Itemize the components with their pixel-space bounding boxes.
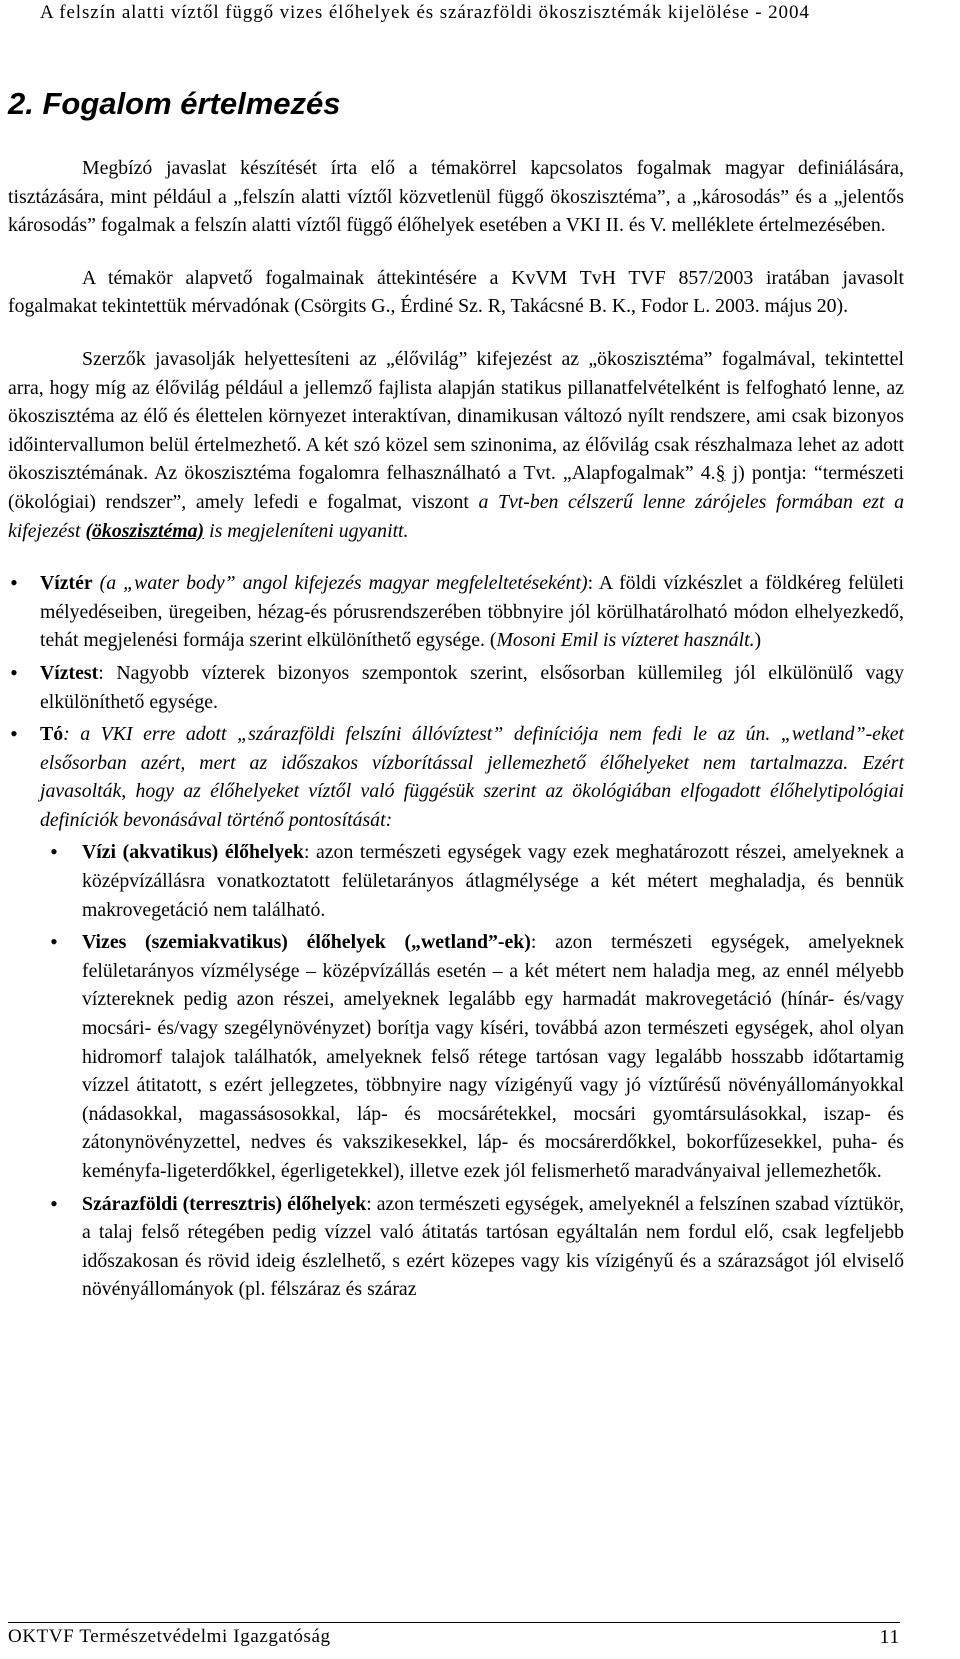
- paragraph-1: Megbízó javaslat készítését írta elő a témakörrel kapcsolatos fogalmak magyar definiálására, tisztázására, mint például a „felszín alatti víztől közvetlenül függő ökoszisztéma”, a „károsodás” és a „jelentős károsodás” fogalmak a felszín alatti víztől függő élőhelyek esetében a VKI II. és V. melléklete értelmezésében.: [8, 157, 904, 237]
- bullet-icon: •: [50, 839, 58, 865]
- definition-list: [8, 569, 904, 834]
- bullet-icon: •: [50, 1190, 58, 1216]
- sublist-item-szarazfoldi: [48, 1190, 904, 1304]
- term-to: Tó: [40, 723, 64, 746]
- footer-divider: [8, 1622, 900, 1623]
- bullet-icon: •: [10, 721, 18, 747]
- running-header: A felszín alatti víztől függő vizes élőhelyek és szárazföldi ökoszisztémák kijelölése - 2004: [40, 2, 810, 23]
- term-vizes: Vizes (szemiakvatikus) élőhelyek („wetland”-ek): [82, 931, 531, 954]
- term-vizi: Vízi (akvatikus) élőhelyek: [82, 841, 304, 864]
- term-szarazfoldi: Szárazföldi (terresztris) élőhelyek: [82, 1192, 367, 1215]
- bullet-icon: •: [10, 659, 18, 685]
- vizter-italic: Mosoni Emil is vízteret használt.: [496, 629, 755, 652]
- paragraph-3: [8, 345, 904, 545]
- sublist-item-vizes: [48, 928, 904, 1185]
- body-text: [8, 154, 904, 1308]
- list-item-vizter: [8, 569, 904, 655]
- page-footer: [8, 1626, 900, 1649]
- habitat-types-list: [48, 838, 904, 1304]
- section-heading: 2. Fogalom értelmezés: [8, 86, 341, 121]
- bullet-icon: •: [10, 570, 18, 596]
- list-item-viztest: [8, 659, 904, 716]
- vizter-note: (a „water body” angol kifejezés magyar megfeleltetéseként): [92, 572, 588, 595]
- paragraph-3-bold-italic: (ökoszisztéma): [85, 519, 205, 542]
- szarazfoldi-definition: : azon természeti egységek, amelyeknél a felszínen szabad víztükör, a talaj felső rétegében pedig vízzel való átitatás tartósan egyáltalán nem fordul elő, csak legfeljebb időszakosan és rövid ideig észlelhető, s ezért közepes vagy kis vízigényű és a szárazságot jól elviselő növényállományok (pl. félszáraz és száraz: [82, 1192, 904, 1301]
- vizter-close: ): [754, 629, 762, 652]
- to-definition: : a VKI erre adott „szárazföldi felszíni állóvíztest” definíciója nem fedi le az ún. „wetland”-eket elsősorban azért, mert az időszakos vízborítással jellemezhető élőhelyeket nem tartalmazza. Ezért javasolták, hogy az élőhelyeket víztől való függésük szerint az ökológiában elfogadott élőhelytipológiai definíciók bevonásával történő pontosítását:: [40, 723, 904, 831]
- term-viztest: Víztest: [40, 661, 99, 684]
- section-sign: §: [715, 462, 726, 485]
- paragraph-3-italic-2: is megjeleníteni ugyanitt.: [204, 519, 409, 542]
- term-vizter: Víztér: [40, 572, 93, 595]
- paragraph-3-text: Szerzők javasolják helyettesíteni az „élővilág” kifejezést az „ökoszisztéma” fogalmával, tekintettel arra, hogy míg az élővilág például a jellemző fajlista alapján statikus pillanatfelvételként is felfogható lenne, az ökoszisztéma az élő és élettelen környezet interaktívan, dinamikusan változó nyílt rendszere, ami csak bizonyos időintervallumon belül értelmezhető. A két szó közel sem szinonima, az élővilág csak részhalmaza lehet az adott ökoszisztémának. Az ökoszisztéma fogalomra felhasználható a Tvt. „Alapfogalmak” 4.: [8, 347, 904, 485]
- page-number: 11: [879, 1626, 900, 1648]
- vizi-definition: : azon természeti egységek vagy ezek meghatározott részei, amelyeknek a középvízállásra vonatkoztatott felületarányos átlagmélysége a két métert meghaladja, és bennük makrovegetáció nem található.: [82, 841, 904, 921]
- vizter-definition: : A földi vízkészlet a földkéreg felületi mélyedéseiben, üregeiben, hézag-és pórusrendszerében többnyire jól körülhatárolható módon elhelyezkedő, tehát megjelenési formája szerint elkülöníthető egysége. (: [40, 572, 905, 652]
- paragraph-2: A témakör alapvető fogalmainak áttekintésére a KvVM TvH TVF 857/2003 iratában javasolt fogalmakat tekintettük mérvadónak (Csörgits G., Érdiné Sz. R, Takácsné B. K., Fodor L. 2003. május 20).: [8, 266, 904, 318]
- paragraph-3-italic: a Tvt-ben célszerű lenne zárójeles formában ezt a kifejezést: [8, 490, 904, 542]
- bullet-icon: •: [50, 929, 58, 955]
- paragraph-3-text-2: j) pontja: “természeti (ökológiai) rendszer”, amely lefedi e fogalmat, viszont: [8, 462, 904, 513]
- vizes-definition: : azon természeti egységek, amelyeknek felületarányos vízmélysége – középvízállás esetén – a két métert nem haladja meg, az ennél mélyebb víztereknek pedig azon részei, amelyeknek legalább egy harmadát makrovegetáció (hínár- és/vagy mocsári- és/vagy szegélynövényzet) borítja vagy kíséri, továbbá azon természeti egységek, ahol olyan hidromorf talajok találhatók, amelyeknek felső rétege tartósan vagy legalább hosszabb időtartamig vízzel átitatott, s ezért jellegzetes, többnyire nagy vízigényű vagy jó víztűrésű növényállományokkal (nádasokkal, magassásosokkal, láp- és mocsárétekkel, mocsári gyomtársulásokkal, iszap- és zátonynövényzettel, nedves és vakszikesekkel, láp- és mocsárerdőkkel, bokorfűzesekkel, puha- és keményfa-ligeterdőkkel, égerligetekkel), illetve ezek jól felismerhető maradványaival jellemezhetők.: [82, 931, 904, 1182]
- sublist-item-vizi: [48, 838, 904, 924]
- viztest-definition: : Nagyobb vízterek bizonyos szempontok szerint, elsősorban küllemileg jól elkülönülő vagy elkülöníthető egysége.: [40, 661, 904, 713]
- footer-organization: OKTVF Természetvédelmi Igazgatóság: [8, 1626, 331, 1647]
- list-item-to: [8, 720, 904, 834]
